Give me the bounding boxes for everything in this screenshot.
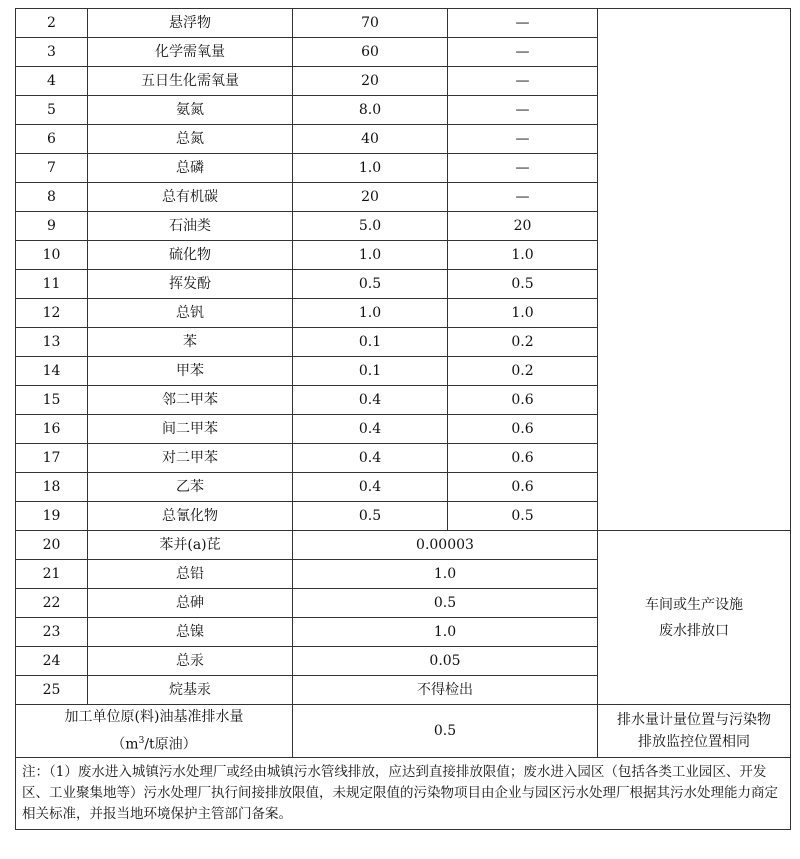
row-number: 21 [16,560,88,589]
indirect-limit: 0.6 [448,415,598,444]
pollutant-name: 总镍 [88,618,293,647]
direct-limit: 0.5 [293,270,448,299]
row-number: 22 [16,589,88,618]
row-number: 15 [16,386,88,415]
pollutant-name: 总磷 [88,154,293,183]
baseline-label-line2 [16,732,292,754]
row-number: 23 [16,618,88,647]
limit-value: 0.5 [293,589,598,618]
unit-prefix: （m [111,736,139,753]
direct-limit: 20 [293,67,448,96]
pollutant-name: 总汞 [88,647,293,676]
indirect-limit: 0.6 [448,444,598,473]
indirect-limit: 0.6 [448,386,598,415]
row-number: 12 [16,299,88,328]
direct-limit: 5.0 [293,212,448,241]
pollutant-name: 挥发酚 [88,270,293,299]
direct-limit: 0.4 [293,473,448,502]
pollutant-name: 石油类 [88,212,293,241]
pollutant-name: 对二甲苯 [88,444,293,473]
pollutant-name: 苯并(a)芘 [88,531,293,560]
direct-limit: 1.0 [293,241,448,270]
indirect-limit: — [448,183,598,212]
direct-limit: 0.4 [293,415,448,444]
pollutant-name: 烷基汞 [88,676,293,705]
row-number: 24 [16,647,88,676]
note-row [16,758,791,830]
monitoring-location-a [598,9,791,531]
indirect-limit: 1.0 [448,299,598,328]
monitoring-location-b [598,531,791,705]
indirect-limit: — [448,67,598,96]
row-number: 18 [16,473,88,502]
indirect-limit: 0.5 [448,502,598,531]
indirect-limit: 20 [448,212,598,241]
row-number: 3 [16,38,88,67]
baseline-location-line1: 排水量计量位置与污染物 [617,712,771,728]
pollutant-name: 总砷 [88,589,293,618]
row-number: 20 [16,531,88,560]
row-number: 13 [16,328,88,357]
table-note: 注：（1）废水进入城镇污水处理厂或经由城镇污水管线排放，应达到直接排放限值；废水进入园区（包括各类工业园区、开发区、工业聚集地等）污水处理厂执行间接排放限值，未规定限值的污染物项目由企业与园区污水处理厂根据其污水处理能力商定相关标准，并报当地环境保护主管部门备案。 [16,758,791,830]
baseline-location [598,705,791,758]
unit-suffix: /t原油） [144,736,197,753]
direct-limit: 0.5 [293,502,448,531]
location-line: 车间或生产设施 [645,596,743,613]
limit-value: 1.0 [293,560,598,589]
baseline-label-line1: 加工单位原(料)油基准排水量 [64,709,244,726]
direct-limit: 20 [293,183,448,212]
pollutant-name: 硫化物 [88,241,293,270]
location-line: 废水排放口 [659,622,729,639]
direct-limit: 60 [293,38,448,67]
table-row [16,531,791,560]
row-number: 2 [16,9,88,38]
limit-value: 0.05 [293,647,598,676]
baseline-value: 0.5 [293,705,598,758]
pollutant-name: 总氰化物 [88,502,293,531]
row-number: 17 [16,444,88,473]
baseline-location-line2: 排放监控位置相同 [638,734,750,750]
pollutant-name: 总有机碳 [88,183,293,212]
limit-value: 不得检出 [293,676,598,705]
row-number: 6 [16,125,88,154]
row-number: 19 [16,502,88,531]
row-number: 25 [16,676,88,705]
limit-value: 1.0 [293,618,598,647]
indirect-limit: — [448,154,598,183]
direct-limit: 1.0 [293,154,448,183]
row-number: 16 [16,415,88,444]
row-number: 11 [16,270,88,299]
unit-superscript: 3 [138,736,145,747]
direct-limit: 8.0 [293,96,448,125]
pollutant-name: 间二甲苯 [88,415,293,444]
baseline-row [16,705,791,758]
pollutant-name: 甲苯 [88,357,293,386]
row-number: 9 [16,212,88,241]
direct-limit: 70 [293,9,448,38]
pollutant-name: 总氮 [88,125,293,154]
indirect-limit: — [448,125,598,154]
pollutant-name: 苯 [88,328,293,357]
pollutant-name: 悬浮物 [88,9,293,38]
direct-limit: 40 [293,125,448,154]
pollutant-name: 氨氮 [88,96,293,125]
pollutant-name: 五日生化需氧量 [88,67,293,96]
indirect-limit: 0.2 [448,357,598,386]
pollutant-name: 化学需氧量 [88,38,293,67]
pollutant-name: 邻二甲苯 [88,386,293,415]
pollutant-name: 乙苯 [88,473,293,502]
pollutant-limits-table [15,8,791,830]
indirect-limit: 0.5 [448,270,598,299]
direct-limit: 0.4 [293,386,448,415]
indirect-limit: — [448,9,598,38]
row-number: 8 [16,183,88,212]
direct-limit: 0.1 [293,328,448,357]
row-number: 7 [16,154,88,183]
direct-limit: 0.1 [293,357,448,386]
limit-value: 0.00003 [293,531,598,560]
pollutant-name: 总铅 [88,560,293,589]
row-number: 4 [16,67,88,96]
direct-limit: 1.0 [293,299,448,328]
indirect-limit: 0.2 [448,328,598,357]
table-row [16,9,791,38]
indirect-limit: 1.0 [448,241,598,270]
direct-limit: 0.4 [293,444,448,473]
indirect-limit: 0.6 [448,473,598,502]
indirect-limit: — [448,38,598,67]
baseline-label [16,705,293,758]
row-number: 5 [16,96,88,125]
pollutant-name: 总钒 [88,299,293,328]
indirect-limit: — [448,96,598,125]
row-number: 14 [16,357,88,386]
row-number: 10 [16,241,88,270]
